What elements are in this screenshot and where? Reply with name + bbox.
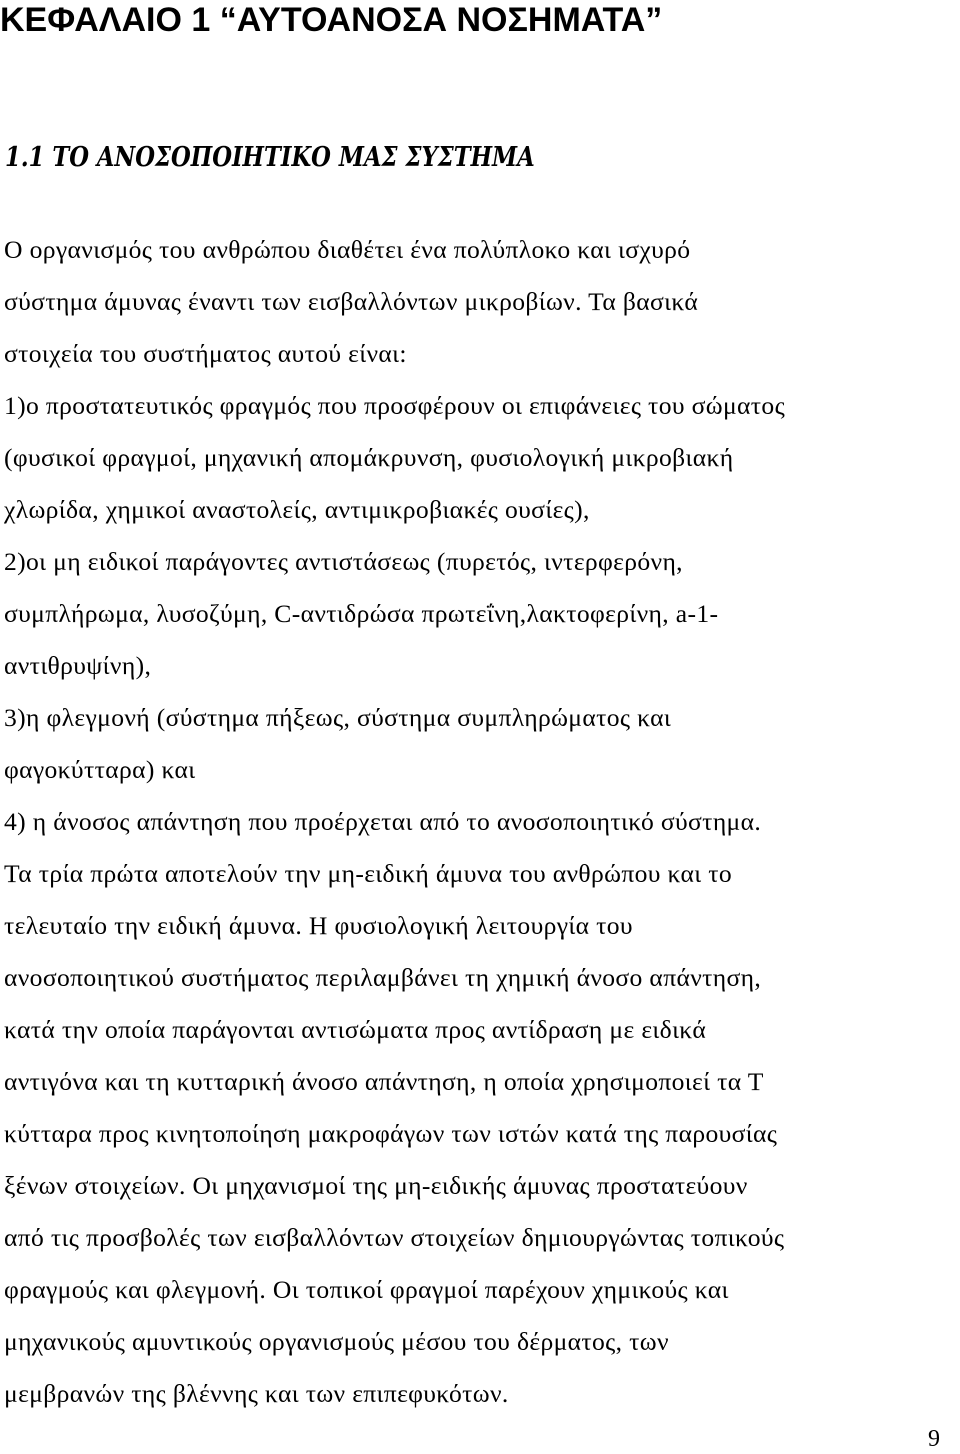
body-line: ανοσοποιητικού συστήματος περιλαμβάνει τη χημική άνοσο απάντηση, [4, 963, 762, 992]
body-line: σύστημα άμυνας έναντι των εισβαλλόντων μικροβίων. Τα βασικά [4, 287, 699, 316]
body-line: 4) η άνοσος απάντηση που προέρχεται από το ανοσοποιητικό σύστημα. [4, 807, 762, 836]
body-line: Ο οργανισμός του ανθρώπου διαθέτει ένα πολύπλοκο και ισχυρό [4, 235, 691, 264]
body-line: 1)ο προστατευτικός φραγμός που προσφέρουν οι επιφάνειες του σώματος [4, 391, 786, 420]
section-title: 1.1 ΤΟ ΑΝΟΣΟΠΟΙΗΤΙΚΟ ΜΑΣ ΣΥΣΤΗΜΑ [5, 142, 535, 173]
body-line: συμπλήρωμα, λυσοζύμη, C-αντιδρώσα πρωτεΐνη,λακτοφερίνη, a-1- [4, 599, 719, 628]
body-line: 3)η φλεγμονή (σύστημα πήξεως, σύστημα συμπληρώματος και [4, 703, 672, 732]
body-line: ξένων στοιχείων. Οι μηχανισμοί της μη-ειδικής άμυνας προστατεύουν [4, 1171, 748, 1200]
body-line: αντιθρυψίνη), [4, 651, 152, 680]
body-line: από τις προσβολές των εισβαλλόντων στοιχείων δημιουργώντας τοπικούς [4, 1223, 785, 1252]
body-line: κατά την οποία παράγονται αντισώματα προς αντίδραση με ειδικά [4, 1015, 707, 1044]
chapter-title: ΚΕΦΑΛΑΙΟ 1 “ΑΥΤΟΑΝΟΣΑ ΝΟΣΗΜΑΤΑ” [0, 1, 663, 39]
body-line: Τα τρία πρώτα αποτελούν την μη-ειδική άμυνα του ανθρώπου και το [4, 859, 733, 888]
body-line: 2)οι μη ειδικοί παράγοντες αντιστάσεως (πυρετός, ιντερφερόνη, [4, 547, 683, 576]
body-line: χλωρίδα, χημικοί αναστολείς, αντιμικροβιακές ουσίες), [4, 495, 590, 524]
body-line: κύτταρα προς κινητοποίηση μακροφάγων των ιστών κατά της παρουσίας [4, 1119, 778, 1148]
body-line: φραγμούς και φλεγμονή. Οι τοπικοί φραγμοί παρέχουν χημικούς και [4, 1275, 729, 1304]
body-line: τελευταίο την ειδική άμυνα. Η φυσιολογική λειτουργία του [4, 911, 633, 940]
body-line: φαγοκύτταρα) και [4, 755, 196, 784]
body-line: αντιγόνα και τη κυτταρική άνοσο απάντηση, η οποία χρησιμοποιεί τα Τ [4, 1067, 764, 1096]
body-line: μεμβρανών της βλέννης και των επιπεφυκότων. [4, 1379, 509, 1408]
body-line: μηχανικούς αμυντικούς οργανισμούς μέσου του δέρματος, των [4, 1327, 669, 1356]
body-line: (φυσικοί φραγμοί, μηχανική απομάκρυνση, φυσιολογική μικροβιακή [4, 443, 734, 472]
body-line: στοιχεία του συστήματος αυτού είναι: [4, 339, 407, 368]
page-number: 9 [928, 1426, 940, 1452]
